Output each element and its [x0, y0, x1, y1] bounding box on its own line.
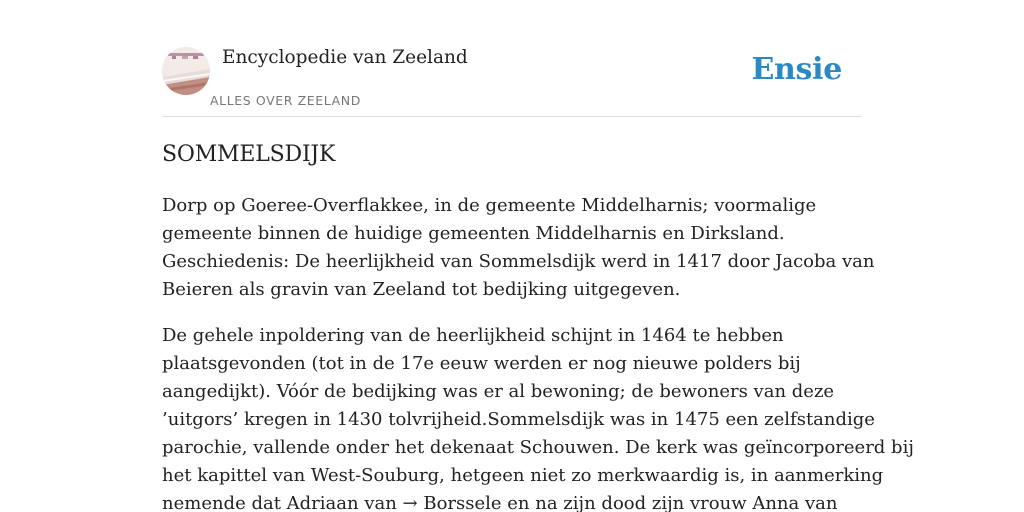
article-body: [162, 192, 914, 512]
ensie-logo[interactable]: Ensie: [751, 52, 842, 87]
paragraph-line: Beieren als gravin van Zeeland tot bedijking uitgegeven.: [162, 279, 681, 300]
paragraph-line: parochie, vallende onder het dekenaat Schouwen. De kerk was geïncorporeerd bij: [162, 437, 914, 458]
page: [162, 0, 914, 512]
paragraph-line: het kapittel van West-Souburg, hetgeen niet zo merkwaardig is, in aanmerking: [162, 465, 884, 486]
article-paragraph: [162, 322, 914, 512]
encyclopedia-avatar-icon[interactable]: [162, 47, 210, 95]
book-stack-icon: [162, 47, 210, 95]
article-paragraph: [162, 192, 875, 304]
article-title: SOMMELSDIJK: [162, 142, 336, 167]
paragraph-line: nemende dat Adriaan van → Borssele en na zijn dood zijn vrouw Anna van: [162, 493, 838, 512]
paragraph-line: plaatsgevonden (tot in de 17e eeuw werden er nog nieuwe polders bij: [162, 353, 801, 374]
site-title[interactable]: Encyclopedie van Zeeland: [222, 47, 468, 68]
site-header: [162, 0, 862, 117]
paragraph-line: Geschiedenis: De heerlijkheid van Sommelsdijk werd in 1417 door Jacoba van: [162, 251, 875, 272]
paragraph-line: De gehele inpoldering van de heerlijkheid schijnt in 1464 te hebben: [162, 325, 784, 346]
paragraph-line: gemeente binnen de huidige gemeenten Middelharnis en Dirksland.: [162, 223, 785, 244]
paragraph-line: ’uitgors’ kregen in 1430 tolvrijheid.Sommelsdijk was in 1475 een zelfstandige: [162, 409, 875, 430]
site-tagline: ALLES OVER ZEELAND: [210, 93, 361, 108]
paragraph-line: Dorp op Goeree-Overflakkee, in de gemeente Middelharnis; voormalige: [162, 195, 817, 216]
paragraph-line: aangedijkt). Vóór de bedijking was er al bewoning; de bewoners van deze: [162, 381, 835, 402]
